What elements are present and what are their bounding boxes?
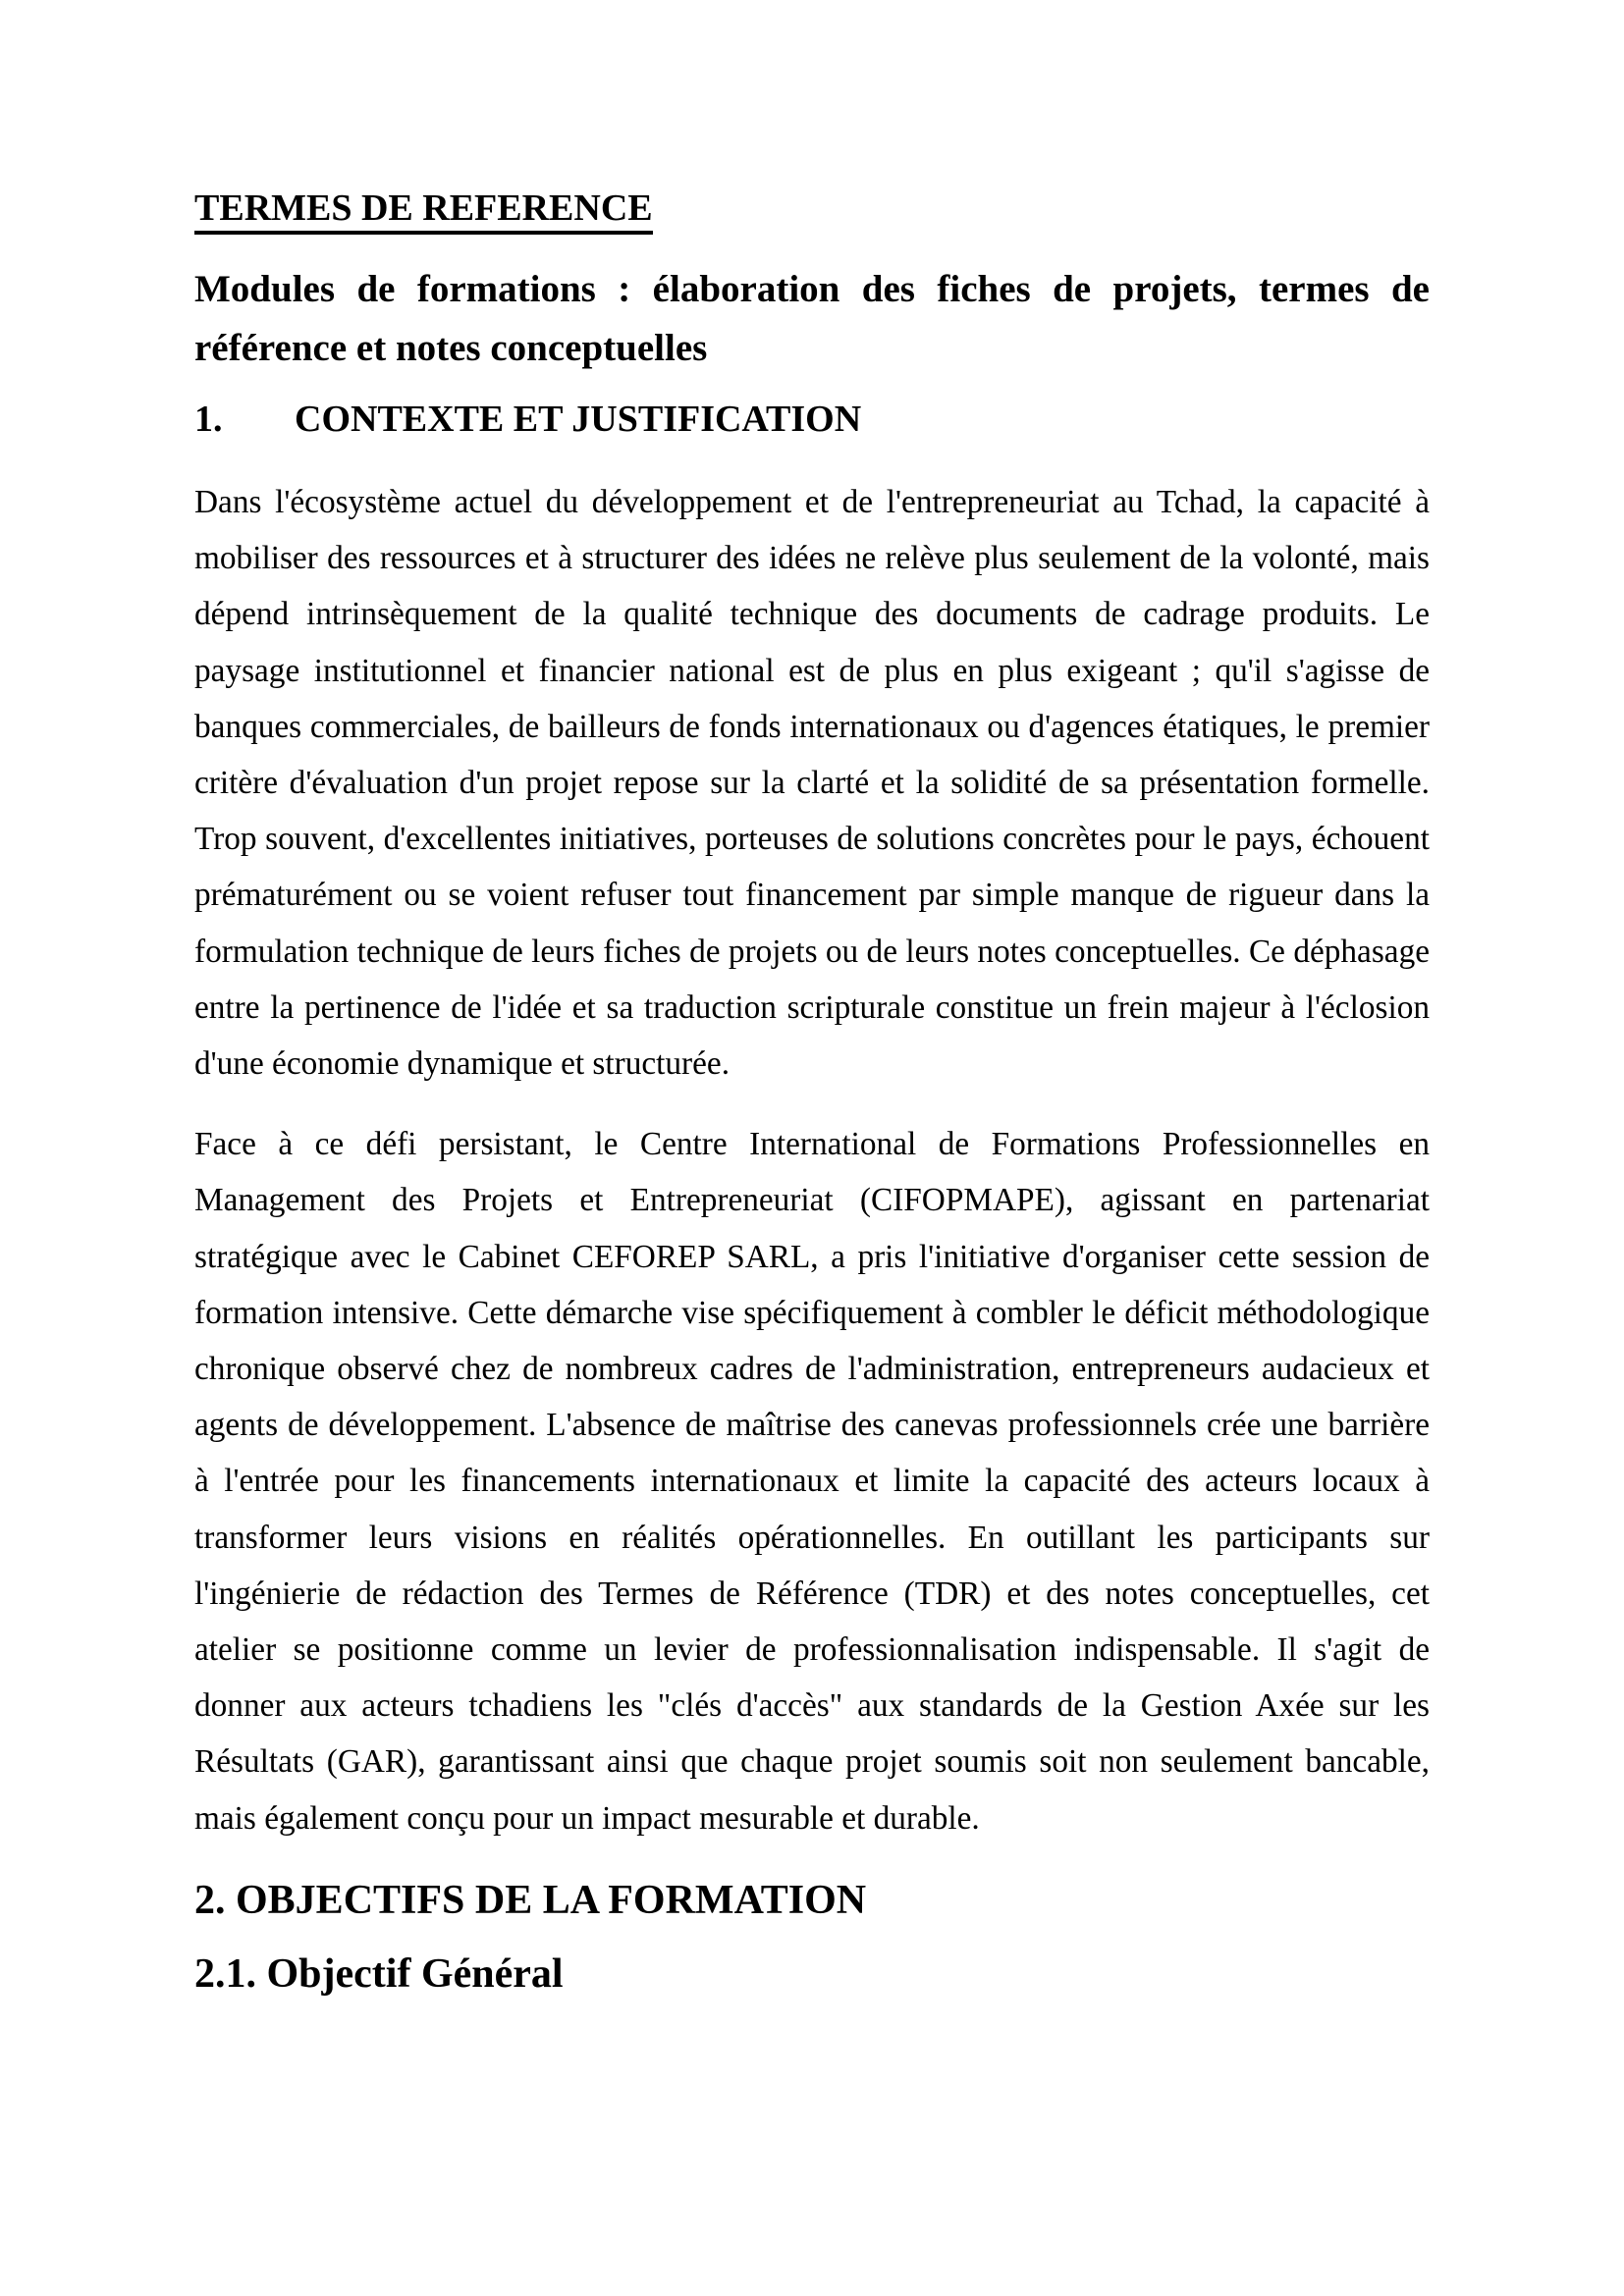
document-title-text: TERMES DE REFERENCE <box>194 187 653 235</box>
document-title <box>194 186 1430 231</box>
context-paragraph-1: Dans l'écosystème actuel du développement et de l'entrepreneuriat au Tchad, la capacité à mobiliser des ressources et à structurer des idées ne relève plus seulement de la volonté, mais dépend intrinsèquement de la qualité technique des documents de cadrage produits. Le paysage institutionnel et financier national est de plus en plus exigeant ; qu'il s'agisse de banques commerciales, de bailleurs de fonds internationaux ou d'agences étatiques, le premier critère d'évaluation d'un projet repose sur la clarté et la solidité de sa présentation formelle. Trop souvent, d'excellentes initiatives, porteuses de solutions concrètes pour le pays, échouent prématurément ou se voient refuser tout financement par simple manque de rigueur dans la formulation technique de leurs fiches de projets ou de leurs notes conceptuelles. Ce déphasage entre la pertinence de l'idée et sa traduction scripturale constitue un frein majeur à l'éclosion d'une économie dynamique et structurée. <box>194 484 1430 1083</box>
section-2-1-heading: 2.1. Objectif Général <box>194 1950 564 1997</box>
section-1-heading <box>194 397 1430 442</box>
section-1-number: 1. <box>194 399 223 440</box>
section-2-heading: 2. OBJECTIFS DE LA FORMATION <box>194 1877 867 1923</box>
context-paragraph-2: Face à ce défi persistant, le Centre International de Formations Professionnelles en Management des Projets et Entrepreneuriat (CIFOPMAPE), agissant en partenariat stratégique avec le Cabinet CEFOREP SARL, a pris l'initiative d'organiser cette session de formation intensive. Cette démarche vise spécifiquement à combler le déficit méthodologique chronique observé chez de nombreux cadres de l'administration, entrepreneurs audacieux et agents de développement. L'absence de maîtrise des canevas professionnels crée une barrière à l'entrée pour les financements internationaux et limite la capacité des acteurs locaux à transformer leurs visions en réalités opérationnelles. En outillant les participants sur l'ingénierie de rédaction des Termes de Référence (TDR) et des notes conceptuelles, cet atelier se positionne comme un levier de professionnalisation indispensable. Il s'agit de donner aux acteurs tchadiens les "clés d'accès" aux standards de la Gestion Axée sur les Résultats (GAR), garantissant ainsi que chaque projet soumis soit non seulement bancable, mais également conçu pour un impact mesurable et durable. <box>194 1126 1430 1837</box>
document-subtitle: Modules de formations : élaboration des fiches de projets, termes de référence et notes conceptuelles <box>194 268 1430 369</box>
section-1-label: CONTEXTE ET JUSTIFICATION <box>295 399 862 440</box>
